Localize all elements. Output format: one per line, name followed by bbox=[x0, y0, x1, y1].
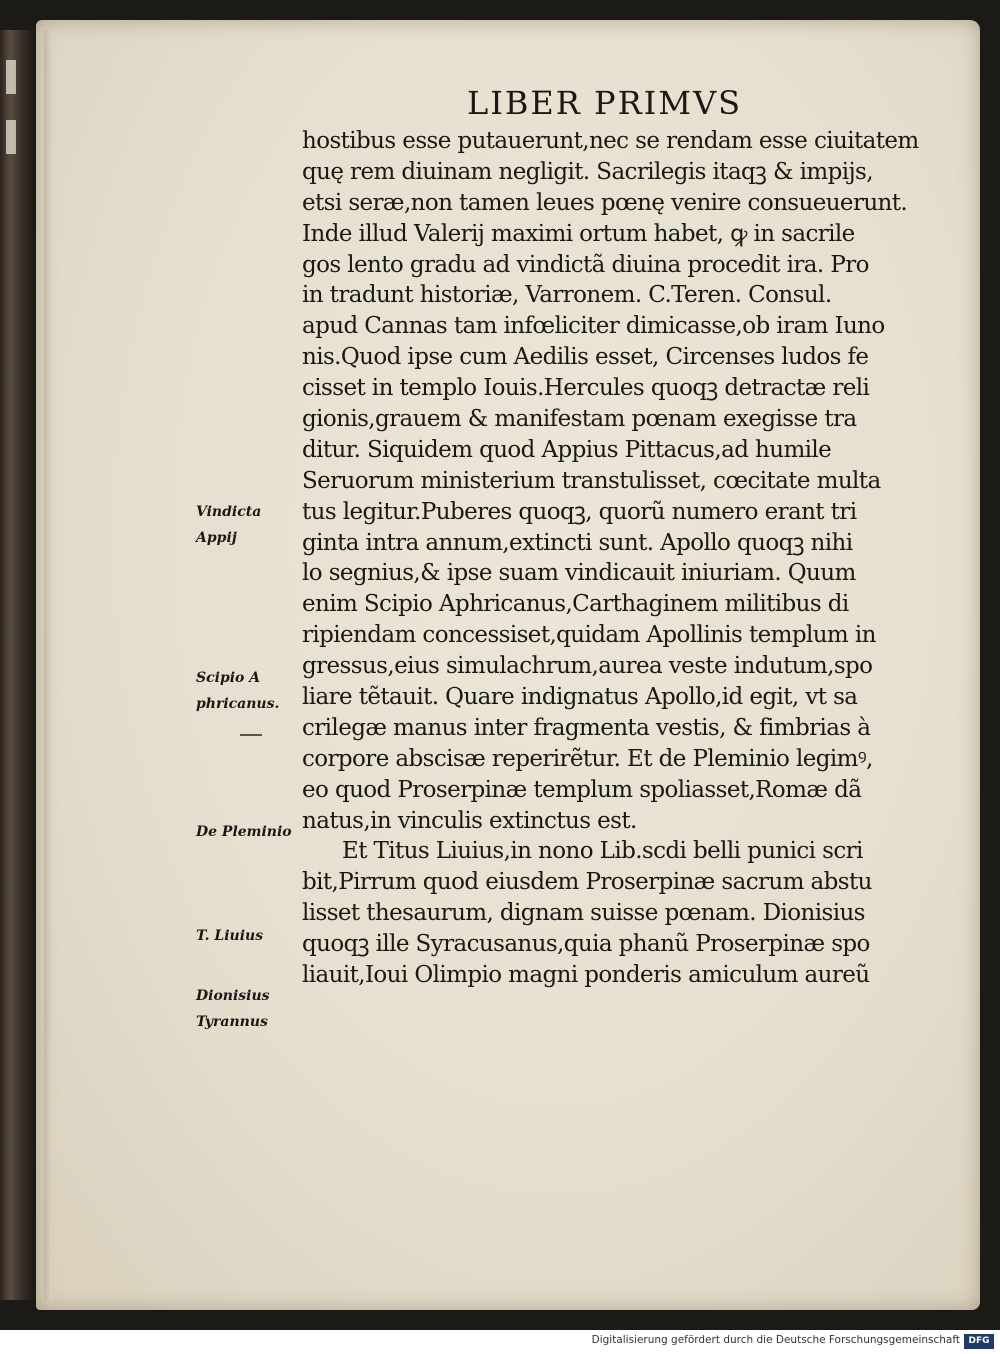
body-line: natus,in vinculis extinctus est. bbox=[302, 807, 637, 834]
body-line: etsi seræ,non tamen leues pœnę venire consueuerunt. bbox=[302, 189, 908, 216]
body-line: liauit,Ioui Olimpio magni ponderis amiculum aureũ bbox=[302, 962, 870, 989]
funding-credit: Digitalisierung gefördert durch die Deutsche Forschungsgemeinschaft bbox=[591, 1334, 960, 1346]
body-line: hostibus esse putauerunt,nec se rendam esse ciuitatem bbox=[302, 128, 919, 154]
body-line: cisset in templo Iouis.Hercules quoqꝫ detractæ reli bbox=[302, 375, 870, 402]
body-line: gos lento gradu ad vindictã diuina procedit ira. Pro bbox=[302, 251, 869, 278]
binding-mark bbox=[6, 120, 16, 154]
body-line: ditur. Siquidem quod Appius Pittacus,ad humile bbox=[302, 436, 832, 463]
body-text bbox=[302, 126, 942, 991]
body-line: ripiendam concessiset,quidam Apollinis templum in bbox=[302, 622, 876, 649]
body-line: Seruorum ministerium transtulisset, cœcitate multa bbox=[302, 467, 881, 494]
marginal-note: Dionisius bbox=[196, 988, 270, 1004]
body-line: tus legitur.Puberes quoqꝫ, quorũ numero erant tri bbox=[302, 498, 857, 525]
body-line: enim Scipio Aphricanus,Carthaginem militibus di bbox=[302, 591, 849, 618]
marginal-note: Appij bbox=[196, 530, 237, 546]
body-line: quoqꝫ ille Syracusanus,quia phanũ Proserpinæ spo bbox=[302, 931, 870, 958]
binding-mark bbox=[6, 60, 16, 94]
body-line: lisset thesaurum, dignam suisse pœnam. Dionisius bbox=[302, 900, 865, 927]
body-line: Et Titus Liuius,in nono Lib.scdi belli punici scri bbox=[342, 838, 863, 865]
book-binding bbox=[0, 30, 34, 1300]
page-edge bbox=[44, 30, 52, 1300]
footer-bar bbox=[0, 1330, 1000, 1354]
body-line: eo quod Proserpinæ templum spoliasset,Romæ dã bbox=[302, 776, 862, 803]
body-line: liare tẽtauit. Quare indignatus Apollo,id egit, vt sa bbox=[302, 684, 858, 711]
marginal-note: T. Liuius bbox=[196, 928, 264, 944]
body-line: crilegæ manus inter fragmenta vestis, & fimbrias à bbox=[302, 714, 871, 741]
body-line: bit,Pirrum quod eiusdem Proserpinæ sacrum abstu bbox=[302, 869, 872, 896]
body-line: gressus,eius simulachrum,aurea veste indutum,spo bbox=[302, 653, 873, 680]
stray-mark bbox=[240, 734, 262, 736]
marginal-note: De Pleminio bbox=[196, 824, 292, 840]
body-line: gionis,grauem & manifestam pœnam exegisse tra bbox=[302, 406, 857, 433]
dfg-logo: DFG bbox=[964, 1334, 994, 1349]
marginal-note: Tyrannus bbox=[196, 1014, 268, 1030]
body-line: nis.Quod ipse cum Aedilis esset, Circenses ludos fe bbox=[302, 344, 869, 371]
marginal-note: Vindicta bbox=[196, 504, 262, 520]
body-line: quę rem diuinam negligit. Sacrilegis itaqꝫ & impijs, bbox=[302, 158, 873, 185]
body-line: apud Cannas tam infœliciter dimicasse,ob iram Iuno bbox=[302, 313, 885, 340]
body-line: lo segnius,& ipse suam vindicauit iniuriam. Quum bbox=[302, 560, 856, 587]
marginal-note: Scipio A bbox=[196, 670, 261, 686]
running-head: LIBER PRIMVS bbox=[467, 84, 743, 122]
body-line: ginta intra annum,extincti sunt. Apollo quoqꝫ nihi bbox=[302, 529, 853, 556]
body-line: in tradunt historiæ, Varronem. C.Teren. Consul. bbox=[302, 282, 832, 309]
body-line: Inde illud Valerij maximi ortum habet, ꝙ in sacrile bbox=[302, 220, 855, 247]
body-line: corpore abscisæ reperirẽtur. Et de Pleminio legimꝰ, bbox=[302, 745, 873, 772]
marginal-note: phricanus. bbox=[196, 696, 280, 712]
